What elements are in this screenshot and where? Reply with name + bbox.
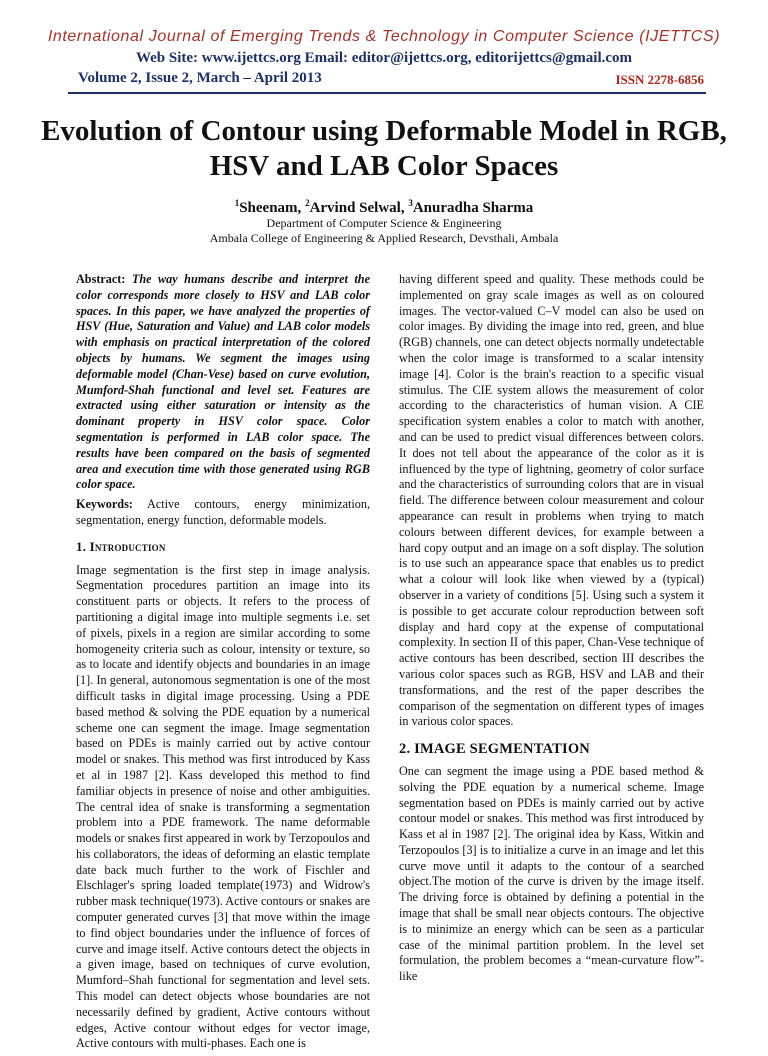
introduction-text: Image segmentation is the first step in image analysis. Segmentation procedures partition an image into its constituent parts or objects. It refers to the process of partitioning a digital image into multiple segments i.e. set of pixels, pixels in a region are similar according to some homogeneity criteria such as colour, intensity or texture, so as to locate and identify objects and boundaries in an image [1]. In general, autonomous segmentation is one of the most difficult tasks in digital image processing. Using a PDE based method & solving the PDE equation by a numerical scheme one can segment the image. Image segmentation based on PDEs is mainly carried out by active contour model or snakes. This method was first introduced by Kass et al in 1987 [2]. Kass developed this method to find familiar objects in presence of noise and other ambiguities. The central idea of snake is transforming a segmentation problem into a PDE framework. The name deformable models or snakes first appeared in work by Terzopoulos and his collaborators, the ideas of deforming an elastic template date back much further to the work of Fischler and Elschlager's spring loaded template(1973) and Widrow's rubber mask technique(1973). Active contours or snakes are computer generated curves [3] that move within the image to find object boundaries under the influence of forces of curve and image itself. Active contours detect the objects in a given image, based on techniques of curve evolution, Mumford–Shah functional for segmentation and level sets. This model can detect objects whose boundaries are not necessarily defined by gradient, Active contours without edges, Active contour without edges for vector image, Active contours with multi-phases. Each one is [76,562,370,1051]
right-column [399,272,704,989]
author-list [0,198,768,217]
keywords-text: Active contours, energy minimization, segmentation, energy function, deformable models. [76,497,370,527]
image-segmentation-text: One can segment the image using a PDE based method & solving the PDE equation by a numerical scheme. Image segmentation based on PDEs is mainly carried out by active contour model or snakes. This method was first introduced by Kass et al in 1987 [2]. The original idea by Kass, Witkin and Terzopoulos [3] is to initialize a curve in an image and let this curve move until it adapts to the contour of a searched object.The motion of the curve is driven by the image itself. The driving force is obtained by defining a potential in the image that shall be small near objects contours. The objective is to minimize an energy which can be seen as a particular case of the minimal partition problem. In the level set formulation, the problem becomes a “mean-curvature flow”-like [399,763,704,984]
volume-issue: Volume 2, Issue 2, March – April 2013 [78,70,322,86]
author-1: Sheenam, [239,200,302,216]
author-2: Arvind Selwal, [309,200,405,216]
abstract-text: The way humans describe and interpret the color corresponds more closely to HSV and LAB color spaces. In this paper, we have analyzed the properties of HSV (Hue, Saturation and Value) and LAB color models with emphasis on practical interpretation of the colored objects by humans. We segment the images using deformable model (Chan-Vese) based on curve evolution, Mumford-Shah functional and level set. Features are extracted using either saturation or intensity as the dominant property in HSV color space. Color segmentation is performed in LAB color space. The results have been compared on the basis of segmented area and execution time with those generated using RGB color space. [76,272,370,492]
abstract-label: Abstract: [76,272,126,286]
paper-title: Evolution of Contour using Deformable Model in RGB, HSV and LAB Color Spaces [41,115,727,182]
abstract-paragraph [76,272,370,493]
author-3: Anuradha Sharma [412,200,534,216]
right-column-text: having different speed and quality. These methods could be implemented on gray scale images as well as on coloured images. The vector-valued C–V model can also be used on color images. By dividing the image into red, green, and blue (RGB) channels, one can detect objects normally undetectable when the color image is transformed to a scalar intensity image [4]. Color is the brain's reaction to a specific visual stimulus. The CIE system allows the measurement of color according to the characteristics of human vision. A CIE specification system enables a color to match with another, and can be used to predict visual differences between colors. It does not tell about the appearance of the color as it is influenced by the type of lightning, geometry of color surface and the characteristics of surrounding colors that are in visual field. The difference between colour measurement and colour appearance can result in problems when trying to match colours between different devices, for example between a hard copy output and an image on a soft display. The solution is to use such an appearance space that enables us to predict what a colour will look like when viewed by a (typical) observer in a variety of conditions [5]. Using such a system it is possible to get accurate colour reproduction between soft display and hard copy at the expense of computational complexity. In section II of this paper, Chan-Vese technique of active contours has been described, section III describes the various color spaces such as RGB, HSV and LAB and their transformations, and the rest of the paper describes the comparison of the segmentation on different types of images in various color spaces. [399,272,705,729]
journal-title: International Journal of Emerging Trends & Technology in Computer Science (IJETTCS) [47,28,721,45]
author-affil-2: 2 [305,198,310,208]
issn: ISSN 2278-6856 [615,72,704,87]
keywords-paragraph [76,497,370,529]
author-affil-3: 3 [408,198,413,208]
left-column [76,272,370,1056]
section-heading-image-segmentation: 2. IMAGE SEGMENTATION [399,741,590,758]
header-divider [68,92,706,94]
author-affil-1: 1 [234,198,240,208]
section-heading-introduction: 1. Introduction [76,538,166,554]
college: Ambala College of Engineering & Applied Research, Devsthali, Ambala [209,231,559,245]
keywords-label: Keywords: [76,497,133,512]
department: Department of Computer Science & Engineering [266,216,502,230]
journal-website-line: Web Site: www.ijettcs.org Email: editor@ijettcs.org, editorijettcs@gmail.com [135,50,633,66]
